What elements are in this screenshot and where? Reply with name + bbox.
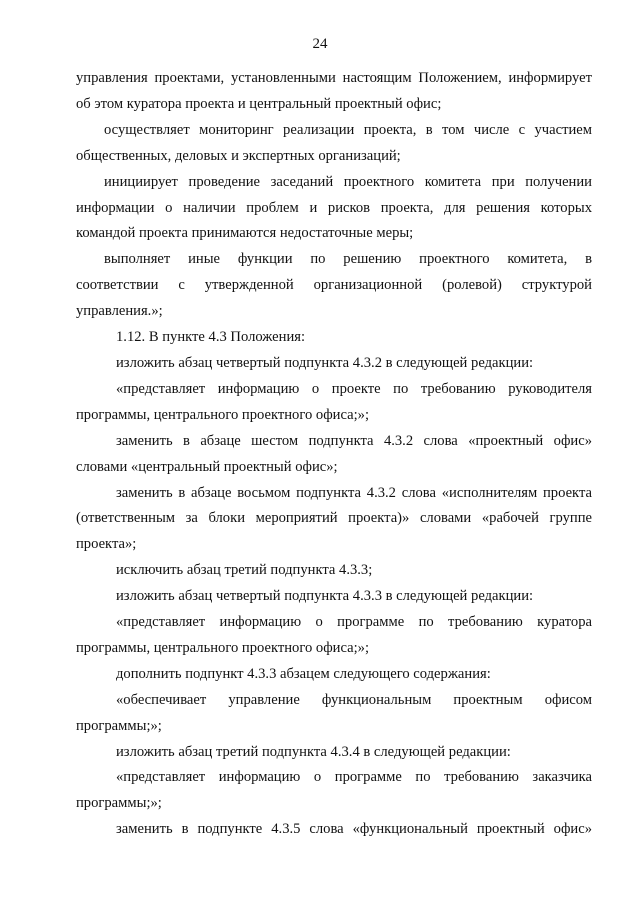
text-line: командой проекта принимаются недостаточные меры; xyxy=(76,225,414,242)
document-body xyxy=(76,66,592,843)
text-line: инициирует проведение заседаний проектного комитета при получении xyxy=(104,173,592,190)
text-line: об этом куратора проекта и центральный проектный офис; xyxy=(76,95,442,112)
text-line: программы, центрального проектного офиса;»; xyxy=(76,406,370,423)
text-line: заменить в подпункте 4.3.5 слова «функциональный проектный офис» xyxy=(116,821,592,838)
text-line: 1.12. В пункте 4.3 Положения: xyxy=(116,329,306,346)
text-line: программы;»; xyxy=(76,717,162,734)
text-line: словами «центральный проектный офис»; xyxy=(76,458,338,475)
text-line: осуществляет мониторинг реализации проекта, в том числе с участием xyxy=(104,121,592,138)
text-line: общественных, деловых и экспертных организаций; xyxy=(76,147,401,164)
text-line: проекта»; xyxy=(76,536,137,553)
text-line: «представляет информацию о программе по требованию куратора xyxy=(116,614,592,631)
text-line: управления проектами, установленными настоящим Положением, информирует xyxy=(76,70,592,86)
text-line: изложить абзац четвертый подпункта 4.3.3 в следующей редакции: xyxy=(116,588,534,605)
text-line: программы, центрального проектного офиса;»; xyxy=(76,639,370,656)
text-line: выполняет иные функции по решению проектного комитета, в xyxy=(104,251,592,268)
text-line: «представляет информацию о проекте по требованию руководителя xyxy=(116,380,592,397)
text-line: заменить в абзаце восьмом подпункта 4.3.2 слова «исполнителям проекта xyxy=(116,484,592,501)
page-number: 24 xyxy=(312,36,328,52)
text-line: (ответственным за блоки мероприятий проекта)» словами «рабочей группе xyxy=(76,510,592,527)
text-line: изложить абзац четвертый подпункта 4.3.2 в следующей редакции: xyxy=(116,354,534,371)
text-line: «представляет информацию о программе по требованию заказчика xyxy=(116,769,592,786)
text-line: исключить абзац третий подпункта 4.3.3; xyxy=(116,562,373,579)
text-line: соответствии с утвержденной организационной (ролевой) структурой xyxy=(76,277,592,294)
text-line: управления.»; xyxy=(76,303,163,320)
text-line: «обеспечивает управление функциональным проектным офисом xyxy=(116,691,592,708)
text-line: заменить в абзаце шестом подпункта 4.3.2 слова «проектный офис» xyxy=(116,432,592,449)
text-line: изложить абзац третий подпункта 4.3.4 в следующей редакции: xyxy=(116,743,511,760)
text-line: дополнить подпункт 4.3.3 абзацем следующего содержания: xyxy=(116,665,491,682)
text-line: программы;»; xyxy=(76,795,162,812)
text-line: информации о наличии проблем и рисков проекта, для решения которых xyxy=(76,199,592,216)
